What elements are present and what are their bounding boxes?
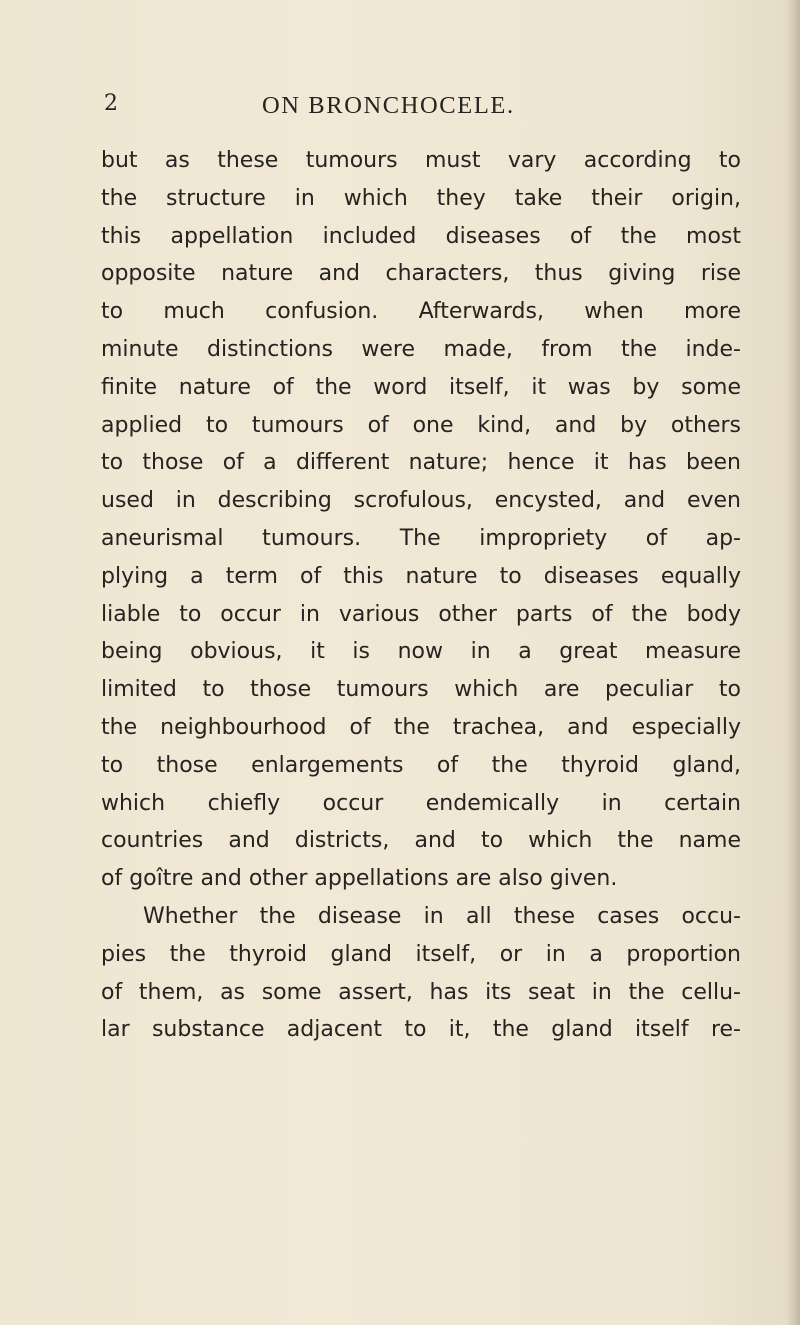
text-line: liable to occur in various other parts of the body <box>101 601 741 627</box>
text-line: but as these tumours must vary according to <box>101 148 741 173</box>
text-line: of them, as some assert, has its seat in the cellu- <box>101 979 741 1005</box>
text-line: which chiefly occur endemically in certain <box>101 790 741 816</box>
text-line: lar substance adjacent to it, the gland itself re- <box>101 1017 741 1043</box>
text-line: being obvious, it is now in a great measure <box>101 639 741 665</box>
page-number: 2 <box>104 91 119 116</box>
text-line: finite nature of the word itself, it was by some <box>101 374 741 400</box>
text-line: used in describing scrofulous, encysted, and even <box>101 488 741 514</box>
text-line: pies the thyroid gland itself, or in a proportion <box>101 941 741 967</box>
text-line: countries and districts, and to which the name <box>101 828 741 854</box>
text-line: this appellation included diseases of the most <box>101 223 741 249</box>
page-edge-shadow <box>786 0 800 1325</box>
text-line: aneurismal tumours. The impropriety of ap- <box>101 525 741 551</box>
running-title: ON BRONCHOCELE. <box>262 92 515 119</box>
text-line: of goître and other appellations are also given. <box>101 866 618 892</box>
text-line: to those of a different nature; hence it has been <box>101 450 741 476</box>
text-line: to much confusion. Afterwards, when more <box>101 299 741 325</box>
text-line: Whether the disease in all these cases occu- <box>143 903 741 929</box>
text-line: opposite nature and characters, thus giving rise <box>101 261 741 287</box>
text-line: the neighbourhood of the trachea, and especially <box>101 714 741 740</box>
body-text <box>101 142 741 1049</box>
text-line: the structure in which they take their origin, <box>101 185 741 211</box>
text-line: plying a term of this nature to diseases equally <box>101 563 741 589</box>
text-line: to those enlargements of the thyroid gland, <box>101 752 741 778</box>
text-line: applied to tumours of one kind, and by others <box>101 412 741 438</box>
text-line: limited to those tumours which are peculiar to <box>101 677 741 703</box>
text-line: minute distinctions were made, from the inde- <box>101 336 741 362</box>
